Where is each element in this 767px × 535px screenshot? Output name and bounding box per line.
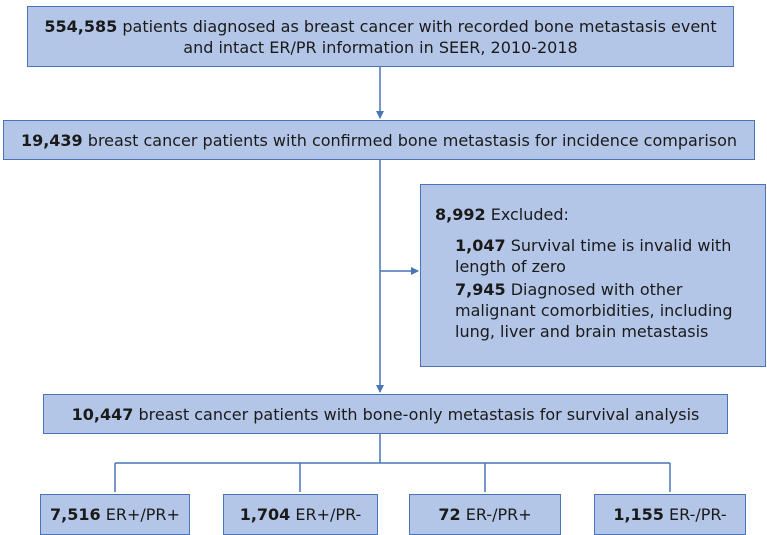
excluded-header [435, 204, 569, 225]
incidence-text: breast cancer patients with confirmed bone metastasis for incidence comparison [87, 130, 738, 150]
subgroup-er-pos-pr-neg [223, 494, 378, 535]
subgroup-label: ER-/PR- [669, 505, 727, 524]
subgroup-count: 72 [438, 505, 461, 524]
subgroup-count: 1,155 [613, 505, 664, 524]
excluded-item-line: Diagnosed with other [510, 280, 683, 299]
excluded-item-invalid-survival [455, 235, 755, 277]
excluded-item-comorbidities [455, 279, 755, 342]
excluded-item-count: 7,945 [455, 280, 506, 299]
excluded-label: Excluded: [490, 205, 569, 224]
excluded-item-line: malignant comorbidities, including [455, 301, 733, 320]
survival-text: breast cancer patients with bone-only metastasis for survival analysis [138, 404, 700, 424]
excluded-count: 8,992 [435, 205, 486, 224]
subgroup-count: 7,516 [50, 505, 101, 524]
survival-box [43, 394, 728, 434]
subgroup-label: ER-/PR+ [465, 505, 532, 524]
top-box-line1: patients diagnosed as breast cancer with recorded bone metastasis event [122, 16, 717, 36]
excluded-box [420, 184, 766, 367]
subgroup-count: 1,704 [239, 505, 291, 524]
survival-count: 10,447 [71, 404, 134, 424]
subgroup-er-neg-pr-neg [594, 494, 746, 535]
incidence-count: 19,439 [20, 130, 83, 150]
subgroup-er-pos-pr-pos [40, 494, 190, 535]
top-box [27, 6, 734, 67]
excluded-item-line: lung, liver and brain metastasis [455, 322, 709, 341]
incidence-box [3, 120, 755, 160]
subgroup-label: ER+/PR- [295, 505, 362, 524]
top-box-line2: and intact ER/PR information in SEER, 2010-2018 [183, 37, 578, 57]
excluded-item-line: length of zero [455, 257, 566, 276]
subgroup-er-neg-pr-pos [409, 494, 561, 535]
excluded-item-line: Survival time is invalid with [510, 236, 732, 255]
subgroup-label: ER+/PR+ [105, 505, 180, 524]
top-box-count: 554,585 [44, 16, 118, 36]
excluded-item-count: 1,047 [455, 236, 506, 255]
